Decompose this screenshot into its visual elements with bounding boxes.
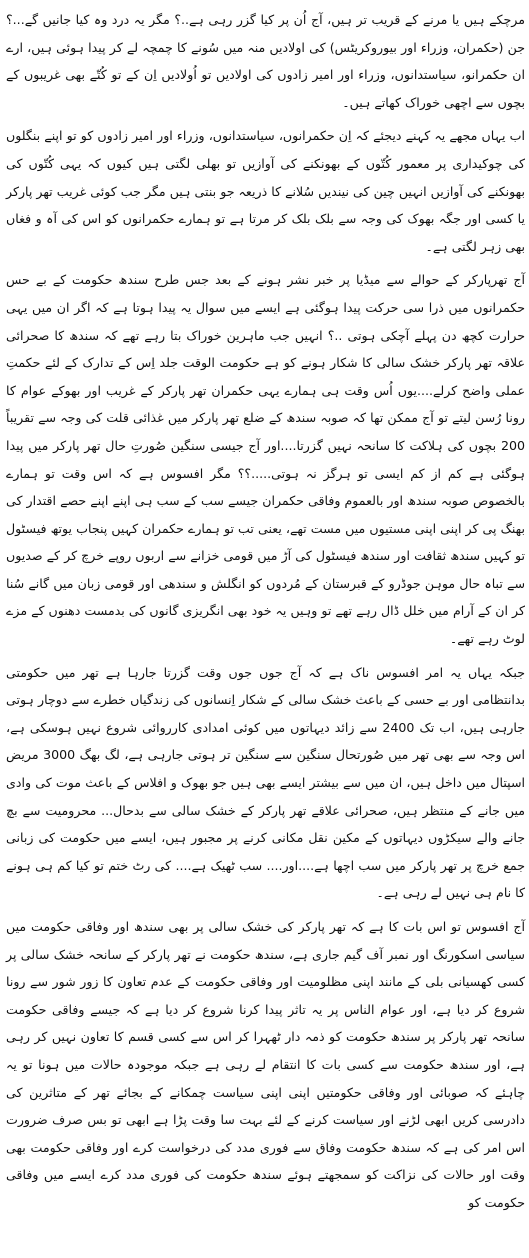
paragraph-1: مرچکے ہیں یا مرنے کے قریب تر ہیں، آج اُن پر کیا گزر رہی ہے..؟ مگر یہ درد وہ کیا جانیں گے...؟ جن (حکمران، وزراء اور بیوروکریٹس) کی اولادیں منہ میں سُونے کا چمچہ لے کر پیدا ہوئی ہیں، ارے ان حکمرانو، سیاستدانوں، وزراء اور امیر زادوں کی اولادیں تو اُولادیں اِن کے تو کُتّے بھی غریبوں کے بچوں سے اچھی خوراک کھاتے ہیں۔ (6, 12, 525, 110)
paragraph-5: آج افسوس تو اس بات کا ہے کہ تھر پارکر کی خشک سالی پر بھی سندھ اور وفاقی حکومت میں سیاسی اسکورنگ اور نمبر آف گیم جاری ہے، سندھ حکومت نے تھر پارکر کے سانحہ خشک سالی پر کسی کھسیانی بلی کے مانند اپنی مظلومیت اور وفاقی حکومت کے عدم تعاون کا زور شور سے رونا شروع کر دیا ہے، اور عوام الناس پر یہ تاثر پیدا کرنا شروع کر دیا ہے کہ جیسے وفاقی حکومت سانحہ تھر پارکر پر سندھ حکومت کو ذمہ دار ٹھہرا کر اس سے کسی قسم کا تعاون نہیں کر رہی ہے، اور سندھ حکومت سے کسی بات کا انتقام لے رہی ہے جبکہ موجودہ حالات میں ہونا تو یہ چاہئے کہ صوبائی اور وفاقی حکومتیں اپنی اپنی سیاست چمکانے کے بجائے تھر کے متاثرین کی دادرسی کریں ابھی لڑنے اور سیاست کرنے کے لئے بہت سا وقت پڑا ہے ابھی تو بس صرف ضرورت اس امر کی ہے کہ سندھ حکومت وفاق سے فوری مدد کی درخواست کرے اور وفاقی حکومت بھی وقت اور حالات کی نزاکت کو سمجھتے ہوئے سندھ حکومت کی فوری مدد کرے ایسے میں وفاقی حکومت کو (6, 919, 525, 1210)
paragraph-4: جبکہ یہاں یہ امر افسوس ناک ہے کہ آج جوں جوں وقت گزرتا جارہا ہے تھر میں حکومتی بدانتظامی اور بے حسی کے باعث خشک سالی کے شکار اِنسانوں کی زندگیاں خطرے سے دوچار ہوتی جارہی ہیں، اب تک 2400 سے زائد دیہاتوں میں کوئی امدادی کارروائی شروع نہیں ہوسکی ہے، اس وجہ سے بھی تھر میں صُورتحال سنگین سے سنگین تر ہوتی جارہی ہے، لگ بھگ 3000 مریض اسپتال میں داخل ہیں، ان میں سے بیشتر ایسے بھی ہیں جو بھوک و افلاس کے باعث موت کی وادی میں جانے کے منتظر ہیں، صحرائی علاقے تھر پارکر کے خشک سالی سے بدحال... محرومیت سے بچ جانے والے سیکڑوں دیہاتوں کے مکین نقل مکانی کرنے پر مجبور ہیں، ایسے میں حکومت کی زبانی جمع خرچ پر تھر پارکر میں سب اچھا ہے....اور.... سب ٹھیک ہے.... کی رٹ ختم تو کیا کم ہی ہونے کا نام ہی نہیں لے رہی ہے۔ (6, 664, 525, 901)
paragraph-2: اب یہاں مجھے یہ کہنے دیجئے کہ اِن حکمرانوں، سیاستدانوں، وزراء اور امیر زادوں کو تو اپنے بنگلوں کی چوکیداری پر معمور کُتّوں کے بھونکنے کی آوازیں تو بھلی لگتی ہیں کیوں کہ یہی کُتّوں کی بھونکنے کی آوازیں انہیں چین کی نیندیں سُلانے کا ذریعہ جو بنتی ہیں مگر جب کوئی غریب تھر پارکر یا کسی اور جگہ بھوک کی وجہ سے بلک بلک کر مرتا ہے تو ہمارے حکمرانوں کو اس کی آہ و فغاں بھی زہر لگتی ہے۔ (6, 128, 525, 254)
paragraph-3: آج تھرپارکر کے حوالے سے میڈیا پر خبر نشر ہونے کے بعد جس طرح سندھ حکومت کے بے حس حکمرانوں میں ذرا سی حرکت پیدا ہوگئی ہے ایسے میں سوال یہ پیدا ہوتا ہے کہ اگر ان میں یہی حرارت کچھ دن پہلے آچکی ہوتی ..؟ انہیں جب ماہرین خوراک بتا رہے تھے کہ سندھ کا صحرائی علاقہ تھر پارکر خشک سالی کا شکار ہونے کو ہے حکومت الوقت جلد اِس کے تدارک کے لئے حکمتِ عملی واضح کرلے....یوں اُس وقت ہی ہمارے یہی حکمران تھر پارکر کے غریب اور بھوکے عوام کا رونا رُسن لیتے تو آج ممکن تھا کہ صوبہ سندھ کے ضلع تھر پارکر میں غذائی قلت کی وجہ سے تقریباً 200 بچوں کی ہلاکت کا سانحہ نہیں گزرتا....اور آج جیسی سنگین صُورتِ حال تھر پارکر میں پیدا ہوگئی ہے کم از کم ایسی تو ہرگز نہ ہوتی.....؟؟ مگر افسوس ہے کہ اس وقت تو ہمارے بالخصوص صوبہ سندھ اور بالعموم وفاقی حکمران جیسے سب کے سب ہی اپنے اپنے حصے اقتدار کی بھنگ پی کر اپنی اپنی مستیوں میں مست تھے، یعنی تب تو ہمارے حکمران کہیں پنجاب یوتھ فیسٹول تو کہیں سندھ ثقافت اور سندھ فیسٹول کی آڑ میں قومی خزانے سے اربوں روپے خرچ کر کے صدیوں سے تباہ حال موہن جوڈرو کے قبرستان کے مُردوں کو انگلش و سندھی اور قومی زبان میں گانے سُنا کر ان کے آرام میں خلل ڈال رہے تھے تو وہیں یہ خود بھی انگریزی گانوں کی بدمست دھنوں کے مزے لوٹ رہے تھے۔ (6, 272, 525, 647)
